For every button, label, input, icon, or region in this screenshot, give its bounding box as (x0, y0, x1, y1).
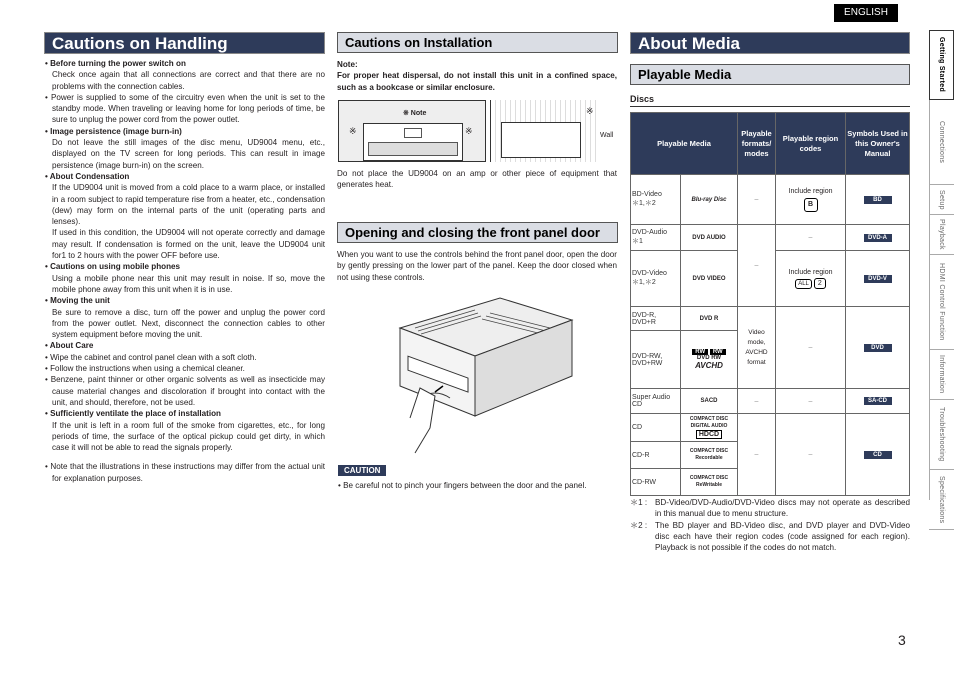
sidebar-tab-information[interactable]: Information (929, 350, 954, 400)
symbol-badge: BD (864, 196, 892, 204)
sidebar-tab-specifications[interactable]: Specifications (929, 470, 954, 530)
table-row: DVD-RW, DVD+RW RW RW DVD RW AVCHD (631, 331, 910, 389)
table-row: CD-RW COMPACT DISC ReWritable (631, 469, 910, 496)
caution-text: • Be careful not to pinch your fingers between the door and the panel. (338, 480, 618, 491)
item-bullet: • Benzene, paint thinner or other organic solvents as well as insecticide may cause material changes and discoloration if brought into contact with the unit, and should, therefore, not be used. (45, 374, 325, 408)
symbol-badge: CD (864, 451, 892, 459)
item-body: If the UD9004 unit is moved from a cold place to a warm place, or installed in a room subject to rapid temperature rise from a heater, etc., condensation (dew) may form on the internal parts of the unit (operating parts and lenses). (52, 183, 325, 227)
item-head: • About Condensation (45, 171, 130, 181)
discs-label: Discs (630, 94, 655, 104)
sidebar-tab-getting-started[interactable]: Getting Started (929, 30, 954, 100)
playable-media-heading: Playable Media (630, 64, 910, 85)
installation-text: Do not place the UD9004 on an amp or other piece of equipment that generates heat. (337, 169, 617, 190)
header-symbols: Symbols Used in this Owner's Manual (846, 113, 910, 175)
footnotes: ＊1 : BD-Video/DVD-Audio/DVD-Video discs may not operate as described in this manual due to menu structure. ＊2 : The BD player and BD-Video disc, and DVD player and DVD-Video disc each have their region codes (code assigned for each region). Playback is not possible if the codes do not match. (630, 498, 910, 553)
item-body: Do not leave the still images of the disc menu, UD9004 menu, etc., displayed on the TV screen for long periods. This can result in image persistence (image burn-in) on the screen. (52, 138, 325, 170)
item-bullet: • Follow the instructions when using a chemical cleaner. (45, 363, 325, 374)
cautions-handling-heading: Cautions on Handling (44, 32, 325, 54)
table-row: CD COMPACT DISC DIGITAL AUDIO HDCD – – CD (631, 414, 910, 442)
mark: ※ (349, 126, 357, 136)
dvd-rw-logo: DVD RW (696, 355, 722, 361)
symbol-badge: DVD-V (864, 275, 892, 283)
dvd-r-logo: DVD R (681, 307, 738, 331)
table-row: BD-Video ＊1,＊2 Blu-ray Disc – Include region B BD (631, 175, 910, 225)
item-body: Check once again that all connections are correct and that there are no problems with the connection cables. (52, 70, 325, 91)
table-row: Super Audio CD SACD – – SA-CD (631, 389, 910, 414)
hdcd-logo: HDCD (696, 430, 722, 439)
rw-logo: RW (710, 349, 726, 355)
item-head: • Cautions on using mobile phones (45, 262, 181, 272)
cautions-handling-body (45, 58, 325, 484)
mark: ※ (586, 106, 594, 116)
item-head: • Sufficiently ventilate the place of installation (45, 409, 221, 419)
sidebar-tab-connections[interactable]: Connections (929, 100, 954, 185)
symbol-badge: SA-CD (864, 397, 892, 405)
note-text: For proper heat dispersal, do not install this unit in a confined space, such as a bookcase or similar enclosure. (337, 71, 617, 92)
table-row: DVD-Audio ＊1 DVD AUDIO – – DVD-A (631, 225, 910, 251)
item-head: • Moving the unit (45, 296, 110, 306)
cdr-logo: COMPACT DISC Recordable (681, 442, 738, 469)
table-row: DVD-Video ＊1,＊2 DVD VIDEO Include region ALL 2 DVD-V (631, 251, 910, 307)
mark: ※ (465, 126, 473, 136)
avchd-logo: AVCHD (695, 361, 723, 370)
sacd-logo: SACD (681, 389, 738, 414)
about-media-heading: About Media (630, 32, 910, 54)
symbol-badge: DVD (864, 344, 892, 352)
wall-label: Wall (600, 132, 614, 139)
header-media: Playable Media (631, 113, 738, 175)
region-b-icon: B (804, 198, 818, 212)
sidebar-tab-hdmi[interactable]: HDMI Control Function (929, 255, 954, 350)
item-bullet: • Power is supplied to some of the circuitry even when the unit is set to the standby mode. When traveling or leaving home for long periods of time, be sure to unplug the power cord from the power outlet. (45, 92, 325, 126)
note-label: Note: (337, 60, 358, 69)
figure-note: ※ Note (403, 110, 427, 117)
media-table (630, 112, 910, 496)
language-badge: ENGLISH (834, 4, 898, 22)
region-2-icon: 2 (814, 278, 826, 289)
item-body: If the unit is left in a room full of the smoke from cigarettes, etc., for long periods of time, the surface of the optical pickup could get dirty, in which case it will not be able to read the signals properly. (52, 420, 325, 453)
installation-figure (338, 100, 618, 164)
table-row: CD-R COMPACT DISC Recordable (631, 442, 910, 469)
table-row: DVD-R, DVD+R DVD R Video mode, AVCHD format – DVD (631, 307, 910, 331)
sidebar-tab-troubleshooting[interactable]: Troubleshooting (929, 400, 954, 470)
region-all-icon: ALL (795, 279, 812, 289)
symbol-badge: DVD-A (864, 234, 892, 242)
item-body: If used in this condition, the UD9004 will not operate correctly and damage may result. If condensation is formed on the unit, leave the UD9004 unit for1 to 2 hours with the power OFF before use. (52, 228, 325, 261)
item-head: • Image persistence (image burn-in) (45, 126, 182, 136)
bluray-logo: Blu-ray Disc (691, 197, 727, 203)
cd-logo: COMPACT DISC DIGITAL AUDIO (689, 416, 729, 429)
page-number: 3 (898, 632, 906, 648)
item-head: • Before turning the power switch on (45, 59, 186, 68)
item-head: • About Care (45, 341, 94, 351)
caution-badge: CAUTION (338, 465, 386, 476)
door-text: When you want to use the controls behind the front panel door, open the door by gently pressing on the lower part of the panel. Keep the door closed when not using these controls. (337, 250, 617, 282)
dvd-audio-logo: DVD AUDIO (681, 225, 738, 251)
installation-heading: Cautions on Installation (337, 32, 618, 53)
door-heading: Opening and closing the front panel door (337, 222, 618, 243)
item-body: Using a mobile phone near this unit may result in noise. If so, move the mobile phone away from this unit when it is in use. (52, 273, 325, 294)
header-region: Playable region codes (776, 113, 846, 175)
sidebar-tab-setup[interactable]: Setup (929, 185, 954, 215)
cdrw-logo: COMPACT DISC ReWritable (681, 469, 738, 496)
sidebar (929, 30, 954, 524)
item-body: Be sure to remove a disc, turn off the power and unplug the power cord from the power outlet. Next, disconnect the connection cables to other system equipment before moving the unit. (52, 307, 325, 340)
dvd-video-logo: DVD VIDEO (681, 251, 738, 307)
door-illustration (380, 288, 575, 458)
sidebar-tab-playback[interactable]: Playback (929, 215, 954, 255)
rw-logo: RW (692, 349, 708, 355)
header-formats: Playable formats/ modes (738, 113, 776, 175)
item-bullet: • Note that the illustrations in these instructions may differ from the actual unit for explanation purposes. (45, 461, 325, 484)
item-bullet: • Wipe the cabinet and control panel clean with a soft cloth. (45, 352, 325, 363)
installation-note (337, 59, 617, 93)
